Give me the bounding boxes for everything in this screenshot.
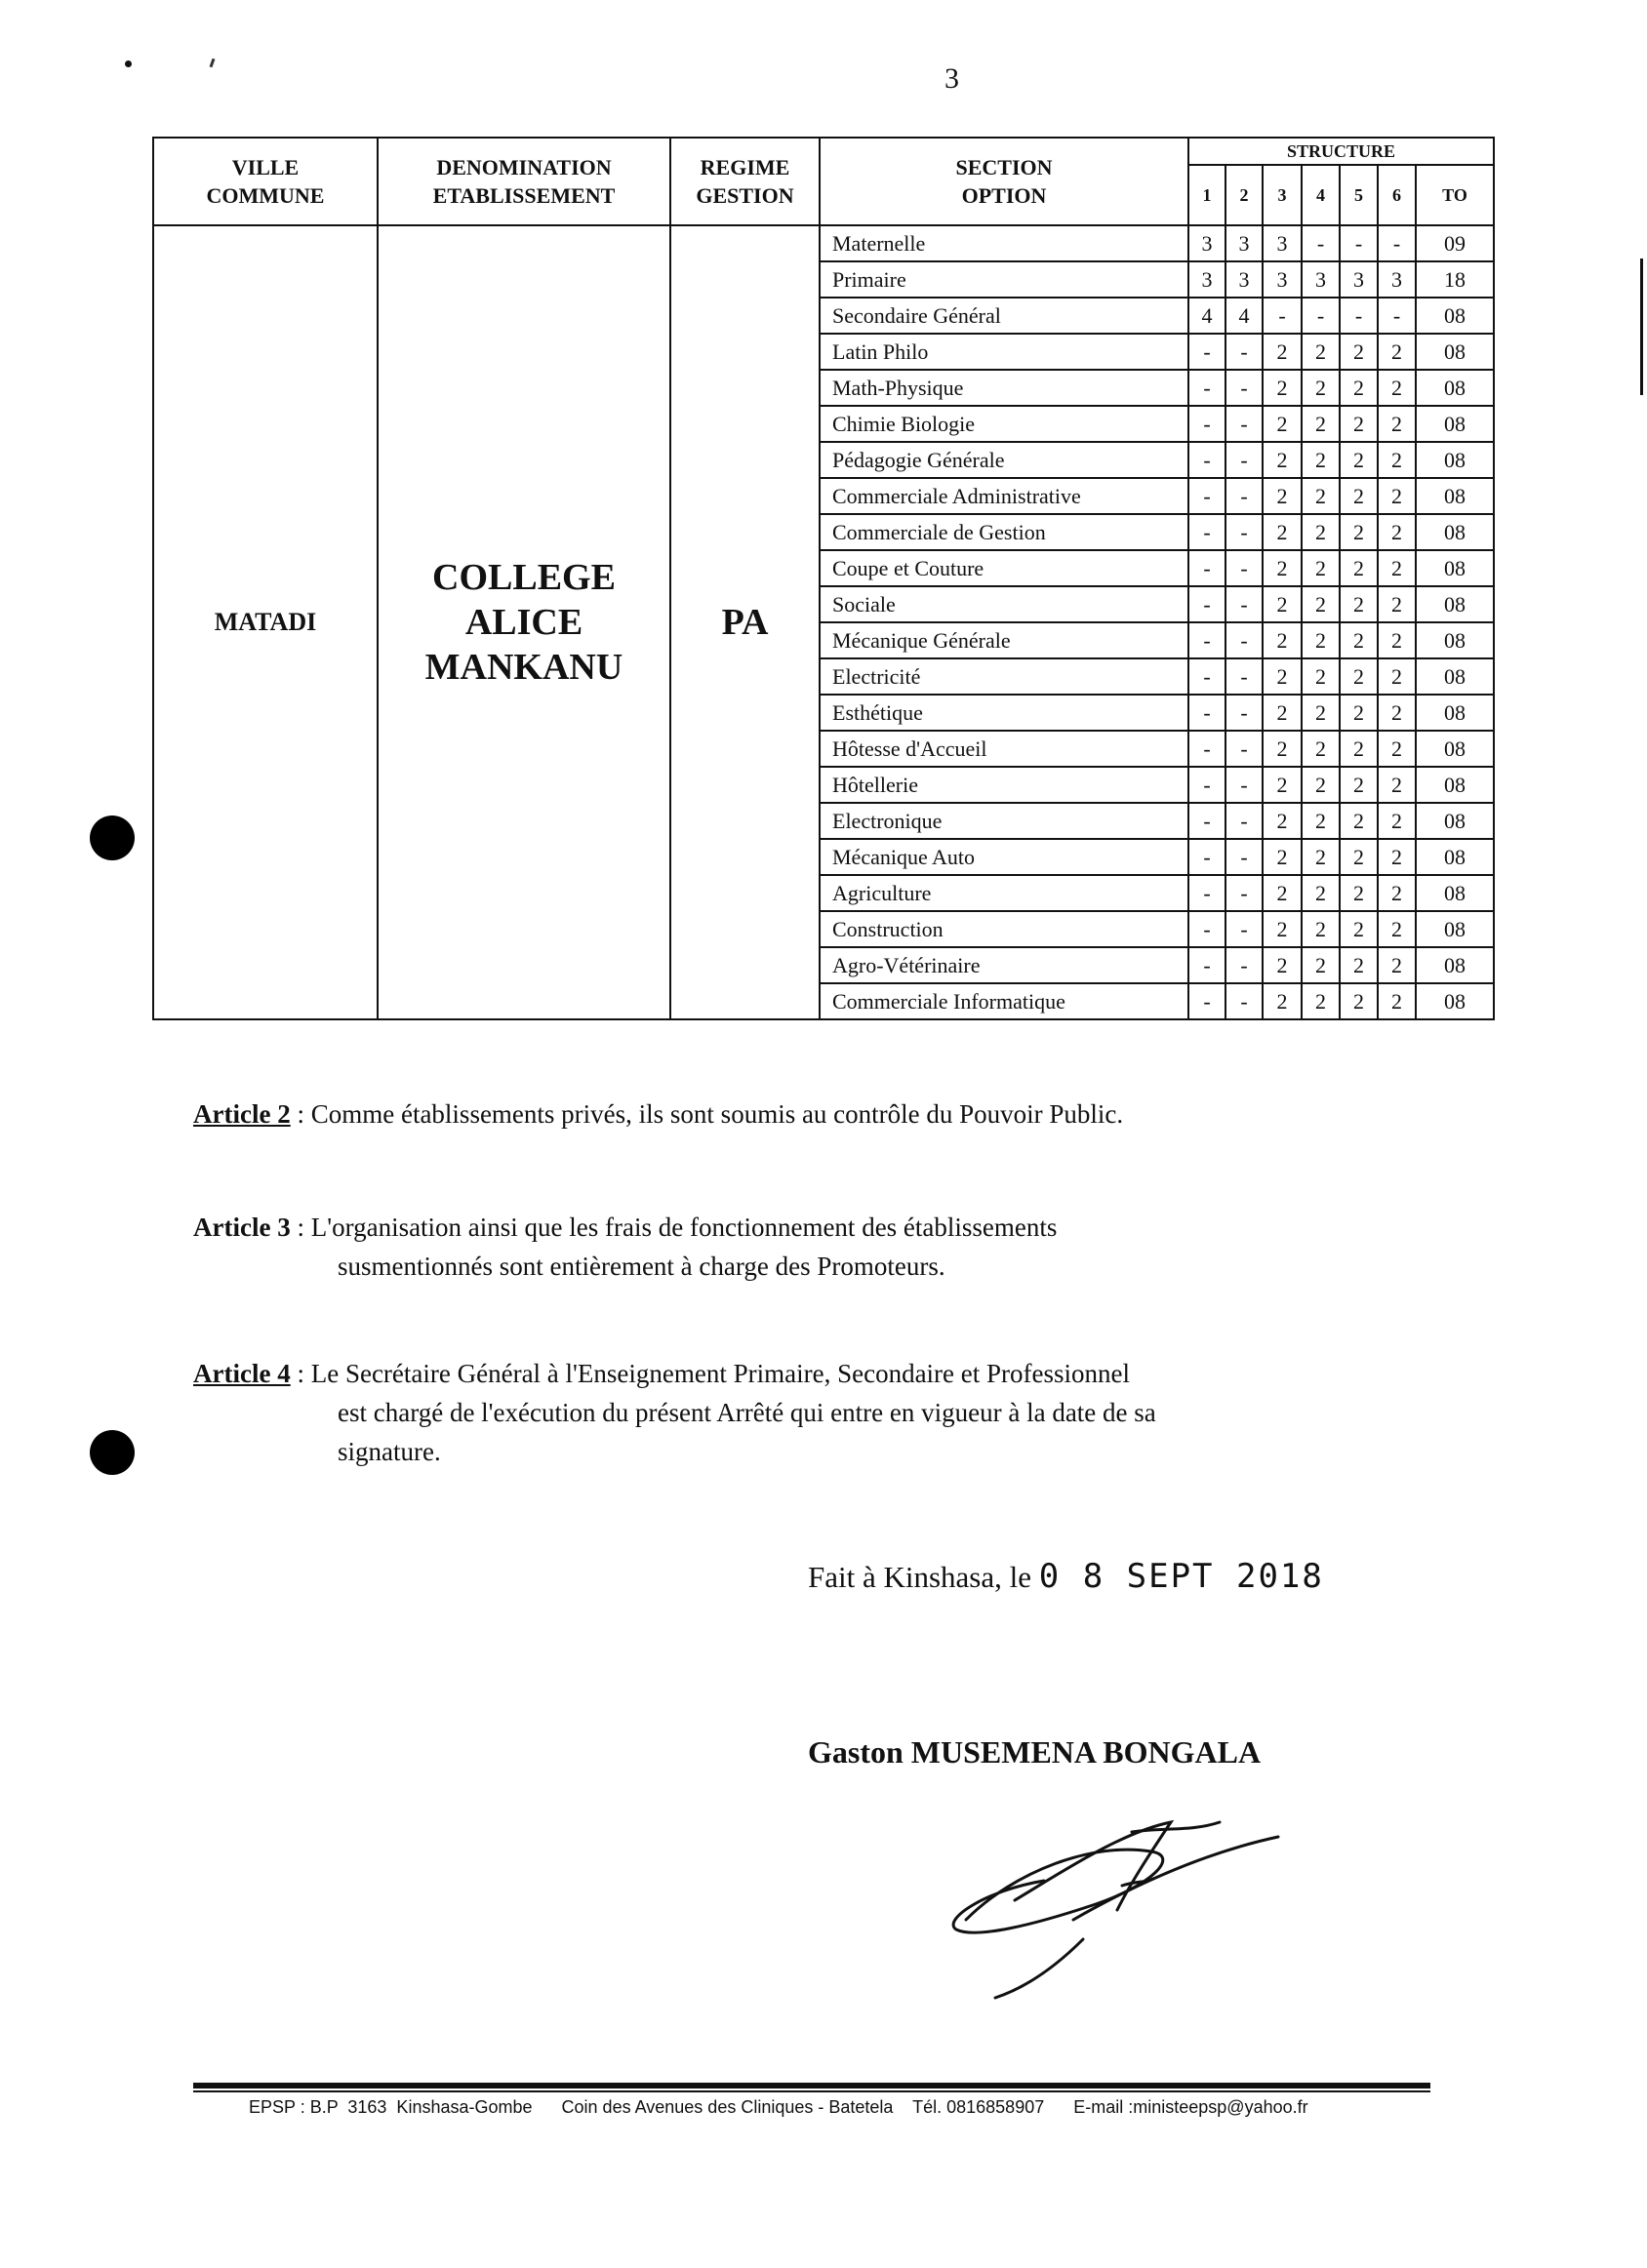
structure-cell: -	[1188, 695, 1225, 731]
structure-cell: 2	[1378, 622, 1416, 658]
structure-cell: 2	[1340, 586, 1378, 622]
option-cell: Mécanique Générale	[820, 622, 1188, 658]
total-cell: 08	[1416, 911, 1494, 947]
structure-cell: 2	[1302, 658, 1340, 695]
structure-cell: 2	[1340, 767, 1378, 803]
option-cell: Mécanique Auto	[820, 839, 1188, 875]
regime-cell: PA	[670, 225, 820, 1019]
structure-cell: -	[1188, 767, 1225, 803]
structure-cell: 2	[1263, 478, 1302, 514]
structure-cell: 2	[1263, 767, 1302, 803]
structure-cell: 2	[1340, 983, 1378, 1019]
structure-cell: -	[1225, 622, 1263, 658]
option-cell: Commerciale Informatique	[820, 983, 1188, 1019]
structure-cell: -	[1225, 767, 1263, 803]
structure-cell: 2	[1340, 875, 1378, 911]
structure-cell: -	[1188, 875, 1225, 911]
structure-cell: -	[1225, 586, 1263, 622]
structure-cell: 2	[1263, 586, 1302, 622]
header-structure-col: 1	[1188, 165, 1225, 225]
header-structure-col: 6	[1378, 165, 1416, 225]
article-3-label: Article 3	[193, 1213, 291, 1242]
total-cell: 08	[1416, 406, 1494, 442]
structure-cell: 2	[1263, 370, 1302, 406]
structure-cell: 2	[1340, 658, 1378, 695]
structure-cell: 2	[1378, 586, 1416, 622]
structure-cell: 2	[1263, 658, 1302, 695]
structure-cell: -	[1188, 731, 1225, 767]
structure-cell: -	[1302, 298, 1340, 334]
structure-cell: 2	[1302, 875, 1340, 911]
structure-cell: 2	[1378, 767, 1416, 803]
structure-cell: -	[1225, 550, 1263, 586]
structure-cell: 2	[1263, 442, 1302, 478]
structure-cell: 2	[1302, 406, 1340, 442]
structure-cell: 2	[1263, 983, 1302, 1019]
structure-cell: 2	[1302, 983, 1340, 1019]
article-2: Article 2 : Comme établissements privés, ils sont soumis au contrôle du Pouvoir Public.	[193, 1099, 1124, 1129]
structure-cell: 2	[1340, 803, 1378, 839]
total-cell: 08	[1416, 695, 1494, 731]
total-cell: 08	[1416, 839, 1494, 875]
article-3: Article 3 : L'organisation ainsi que les frais de fonctionnement des établissements susmentionnés sont entièrement à charge des Promoteurs.	[193, 1208, 1364, 1286]
structure-cell: 2	[1263, 731, 1302, 767]
structure-cell: 2	[1263, 406, 1302, 442]
option-cell: Commerciale de Gestion	[820, 514, 1188, 550]
structure-cell: 2	[1340, 370, 1378, 406]
structure-cell: 3	[1225, 225, 1263, 261]
option-cell: Pédagogie Générale	[820, 442, 1188, 478]
structure-cell: 4	[1225, 298, 1263, 334]
structure-cell: 2	[1378, 514, 1416, 550]
structure-cell: -	[1225, 911, 1263, 947]
etablissement-line: COLLEGE	[432, 557, 616, 598]
structure-cell: -	[1225, 839, 1263, 875]
structure-cell: 2	[1302, 767, 1340, 803]
footer	[249, 2097, 1308, 2118]
option-cell: Esthétique	[820, 695, 1188, 731]
structure-cell: 2	[1302, 478, 1340, 514]
page-number: 3	[944, 62, 959, 95]
structure-cell: -	[1188, 550, 1225, 586]
article-4-text-line1: Le Secrétaire Général à l'Enseignement Primaire, Secondaire et Professionnel	[310, 1359, 1130, 1388]
structure-cell: -	[1340, 298, 1378, 334]
structure-cell: 2	[1302, 550, 1340, 586]
structure-cell: 2	[1340, 911, 1378, 947]
option-cell: Sociale	[820, 586, 1188, 622]
structure-cell: 2	[1340, 947, 1378, 983]
structure-cell: -	[1225, 803, 1263, 839]
option-cell: Latin Philo	[820, 334, 1188, 370]
header-structure-col: 3	[1263, 165, 1302, 225]
scan-edge-mark	[1640, 259, 1643, 395]
structure-cell: -	[1188, 839, 1225, 875]
structure-cell: 2	[1340, 406, 1378, 442]
option-cell: Maternelle	[820, 225, 1188, 261]
structure-cell: 2	[1340, 442, 1378, 478]
option-cell: Coupe et Couture	[820, 550, 1188, 586]
structure-cell: -	[1188, 586, 1225, 622]
structure-cell: 2	[1263, 622, 1302, 658]
signer-name: Gaston MUSEMENA BONGALA	[808, 1734, 1262, 1770]
structure-cell: 2	[1378, 947, 1416, 983]
structure-cell: 2	[1263, 947, 1302, 983]
structure-cell: 3	[1378, 261, 1416, 298]
structure-cell: -	[1188, 803, 1225, 839]
structure-cell: 2	[1378, 911, 1416, 947]
article-3-text-line2: susmentionnés sont entièrement à charge des Promoteurs.	[338, 1252, 945, 1281]
article-2-text: Comme établissements privés, ils sont soumis au contrôle du Pouvoir Public.	[310, 1099, 1124, 1129]
option-cell: Hôtesse d'Accueil	[820, 731, 1188, 767]
footer-bp: EPSP : B.P 3163 Kinshasa-Gombe	[249, 2097, 533, 2117]
footer-rule	[193, 2083, 1430, 2089]
structure-cell: 2	[1378, 803, 1416, 839]
structure-cell: -	[1188, 334, 1225, 370]
structure-cell: 2	[1302, 586, 1340, 622]
structure-cell: -	[1225, 983, 1263, 1019]
option-cell: Electricité	[820, 658, 1188, 695]
structure-cell: 2	[1263, 875, 1302, 911]
total-cell: 08	[1416, 442, 1494, 478]
structure-cell: -	[1302, 225, 1340, 261]
structure-cell: 2	[1378, 442, 1416, 478]
structure-cell: -	[1188, 514, 1225, 550]
article-4-text-line2: est chargé de l'exécution du présent Arrêté qui entre en vigueur à la date de sa	[338, 1398, 1156, 1427]
structure-cell: 2	[1340, 731, 1378, 767]
ville-cell: MATADI	[153, 225, 378, 1019]
article-4-text-line3: signature.	[338, 1437, 441, 1466]
structure-cell: 2	[1263, 550, 1302, 586]
header-structure-col: 5	[1340, 165, 1378, 225]
structure-cell: -	[1188, 658, 1225, 695]
structure-cell: 2	[1340, 514, 1378, 550]
total-cell: 08	[1416, 875, 1494, 911]
structure-cell: 2	[1378, 695, 1416, 731]
structure-cell: 2	[1263, 911, 1302, 947]
article-4: Article 4 : Le Secrétaire Général à l'Enseignement Primaire, Secondaire et Professionnel est chargé de l'exécution du présent Arrêté qui entre en vigueur à la date de sa signature.	[193, 1354, 1364, 1471]
structure-cell: 2	[1378, 334, 1416, 370]
structure-cell: 3	[1225, 261, 1263, 298]
structure-cell: 2	[1378, 875, 1416, 911]
header-denomination: DENOMINATION ETABLISSEMENT	[378, 138, 670, 225]
structure-cell: -	[1188, 442, 1225, 478]
structure-cell: -	[1188, 622, 1225, 658]
total-cell: 08	[1416, 622, 1494, 658]
footer-rule	[193, 2090, 1430, 2092]
article-2-label: Article 2	[193, 1099, 291, 1129]
structure-cell: 3	[1188, 225, 1225, 261]
header-ville: VILLE COMMUNE	[153, 138, 378, 225]
structure-cell: -	[1225, 406, 1263, 442]
structure-cell: 2	[1340, 478, 1378, 514]
structure-cell: 2	[1302, 514, 1340, 550]
structure-cell: -	[1378, 298, 1416, 334]
table-row	[153, 225, 1494, 261]
footer-tel: Tél. 0816858907	[912, 2097, 1045, 2117]
structure-cell: 2	[1302, 731, 1340, 767]
structure-cell: 2	[1340, 622, 1378, 658]
structure-cell: -	[1225, 370, 1263, 406]
structure-cell: -	[1263, 298, 1302, 334]
structure-cell: 2	[1302, 442, 1340, 478]
place-date	[808, 1557, 1324, 1596]
footer-email: E-mail :ministeepsp@yahoo.fr	[1073, 2097, 1308, 2117]
structure-cell: 2	[1340, 334, 1378, 370]
total-cell: 18	[1416, 261, 1494, 298]
option-cell: Agro-Vétérinaire	[820, 947, 1188, 983]
structure-cell: 2	[1263, 514, 1302, 550]
total-cell: 08	[1416, 658, 1494, 695]
structure-cell: 2	[1263, 839, 1302, 875]
structure-cell: 2	[1302, 947, 1340, 983]
structure-cell: 2	[1302, 911, 1340, 947]
structure-cell: -	[1225, 334, 1263, 370]
header-structure-col: 2	[1225, 165, 1263, 225]
structure-table	[152, 137, 1495, 1020]
option-cell: Chimie Biologie	[820, 406, 1188, 442]
structure-cell: -	[1188, 911, 1225, 947]
structure-cell: 3	[1263, 261, 1302, 298]
punch-hole	[90, 1430, 135, 1475]
option-cell: Construction	[820, 911, 1188, 947]
option-cell: Electronique	[820, 803, 1188, 839]
etablissement-line: ALICE	[464, 602, 583, 643]
structure-cell: -	[1188, 983, 1225, 1019]
total-cell: 08	[1416, 514, 1494, 550]
handwritten-signature	[927, 1793, 1298, 2008]
structure-cell: -	[1225, 695, 1263, 731]
total-cell: 08	[1416, 767, 1494, 803]
structure-cell: 2	[1378, 731, 1416, 767]
article-3-text-line1: L'organisation ainsi que les frais de fonctionnement des établissements	[310, 1213, 1058, 1242]
structure-cell: 2	[1302, 803, 1340, 839]
structure-cell: 2	[1340, 695, 1378, 731]
structure-cell: 2	[1302, 370, 1340, 406]
option-cell: Agriculture	[820, 875, 1188, 911]
scan-dot	[125, 60, 132, 67]
structure-cell: -	[1225, 658, 1263, 695]
structure-cell: 3	[1188, 261, 1225, 298]
structure-cell: 2	[1302, 695, 1340, 731]
header-structure-col-total: TO	[1416, 165, 1494, 225]
structure-cell: 2	[1263, 803, 1302, 839]
structure-cell: -	[1225, 875, 1263, 911]
structure-cell: -	[1225, 731, 1263, 767]
option-cell: Commerciale Administrative	[820, 478, 1188, 514]
date-stamp: 0 8 SEPT 2018	[1038, 1557, 1324, 1596]
structure-cell: 2	[1378, 839, 1416, 875]
punch-hole	[90, 816, 135, 860]
structure-cell: 2	[1302, 839, 1340, 875]
header-section: SECTION OPTION	[820, 138, 1188, 225]
total-cell: 08	[1416, 586, 1494, 622]
structure-cell: -	[1188, 406, 1225, 442]
header-structure: STRUCTURE	[1188, 138, 1494, 165]
scan-tick	[210, 59, 216, 67]
structure-cell: 2	[1378, 370, 1416, 406]
structure-cell: 3	[1263, 225, 1302, 261]
option-cell: Secondaire Général	[820, 298, 1188, 334]
total-cell: 08	[1416, 803, 1494, 839]
structure-cell: 3	[1340, 261, 1378, 298]
option-cell: Primaire	[820, 261, 1188, 298]
structure-cell: -	[1225, 442, 1263, 478]
total-cell: 08	[1416, 550, 1494, 586]
structure-cell: 4	[1188, 298, 1225, 334]
total-cell: 09	[1416, 225, 1494, 261]
structure-cell: -	[1378, 225, 1416, 261]
structure-cell: -	[1188, 947, 1225, 983]
structure-cell: -	[1188, 478, 1225, 514]
structure-cell: 2	[1378, 658, 1416, 695]
header-regime: REGIME GESTION	[670, 138, 820, 225]
structure-cell: 2	[1378, 478, 1416, 514]
etablissement-cell	[378, 225, 670, 1019]
structure-cell: 2	[1302, 622, 1340, 658]
place-text: Fait à Kinshasa, le	[808, 1560, 1032, 1594]
option-cell: Hôtellerie	[820, 767, 1188, 803]
structure-cell: 2	[1378, 983, 1416, 1019]
total-cell: 08	[1416, 298, 1494, 334]
total-cell: 08	[1416, 947, 1494, 983]
structure-cell: -	[1225, 478, 1263, 514]
structure-cell: 3	[1302, 261, 1340, 298]
footer-address: Coin des Avenues des Cliniques - Batetela	[561, 2097, 894, 2117]
etablissement-line: MANKANU	[424, 647, 623, 688]
structure-cell: 2	[1340, 839, 1378, 875]
header-structure-col: 4	[1302, 165, 1340, 225]
structure-cell: -	[1225, 514, 1263, 550]
total-cell: 08	[1416, 983, 1494, 1019]
structure-cell: -	[1225, 947, 1263, 983]
option-cell: Math-Physique	[820, 370, 1188, 406]
total-cell: 08	[1416, 478, 1494, 514]
total-cell: 08	[1416, 370, 1494, 406]
structure-cell: 2	[1263, 334, 1302, 370]
structure-cell: 2	[1263, 695, 1302, 731]
total-cell: 08	[1416, 731, 1494, 767]
structure-cell: -	[1188, 370, 1225, 406]
structure-cell: 2	[1340, 550, 1378, 586]
total-cell: 08	[1416, 334, 1494, 370]
structure-cell: -	[1340, 225, 1378, 261]
structure-cell: 2	[1378, 550, 1416, 586]
article-4-label: Article 4	[193, 1359, 291, 1388]
structure-cell: 2	[1378, 406, 1416, 442]
structure-cell: 2	[1302, 334, 1340, 370]
